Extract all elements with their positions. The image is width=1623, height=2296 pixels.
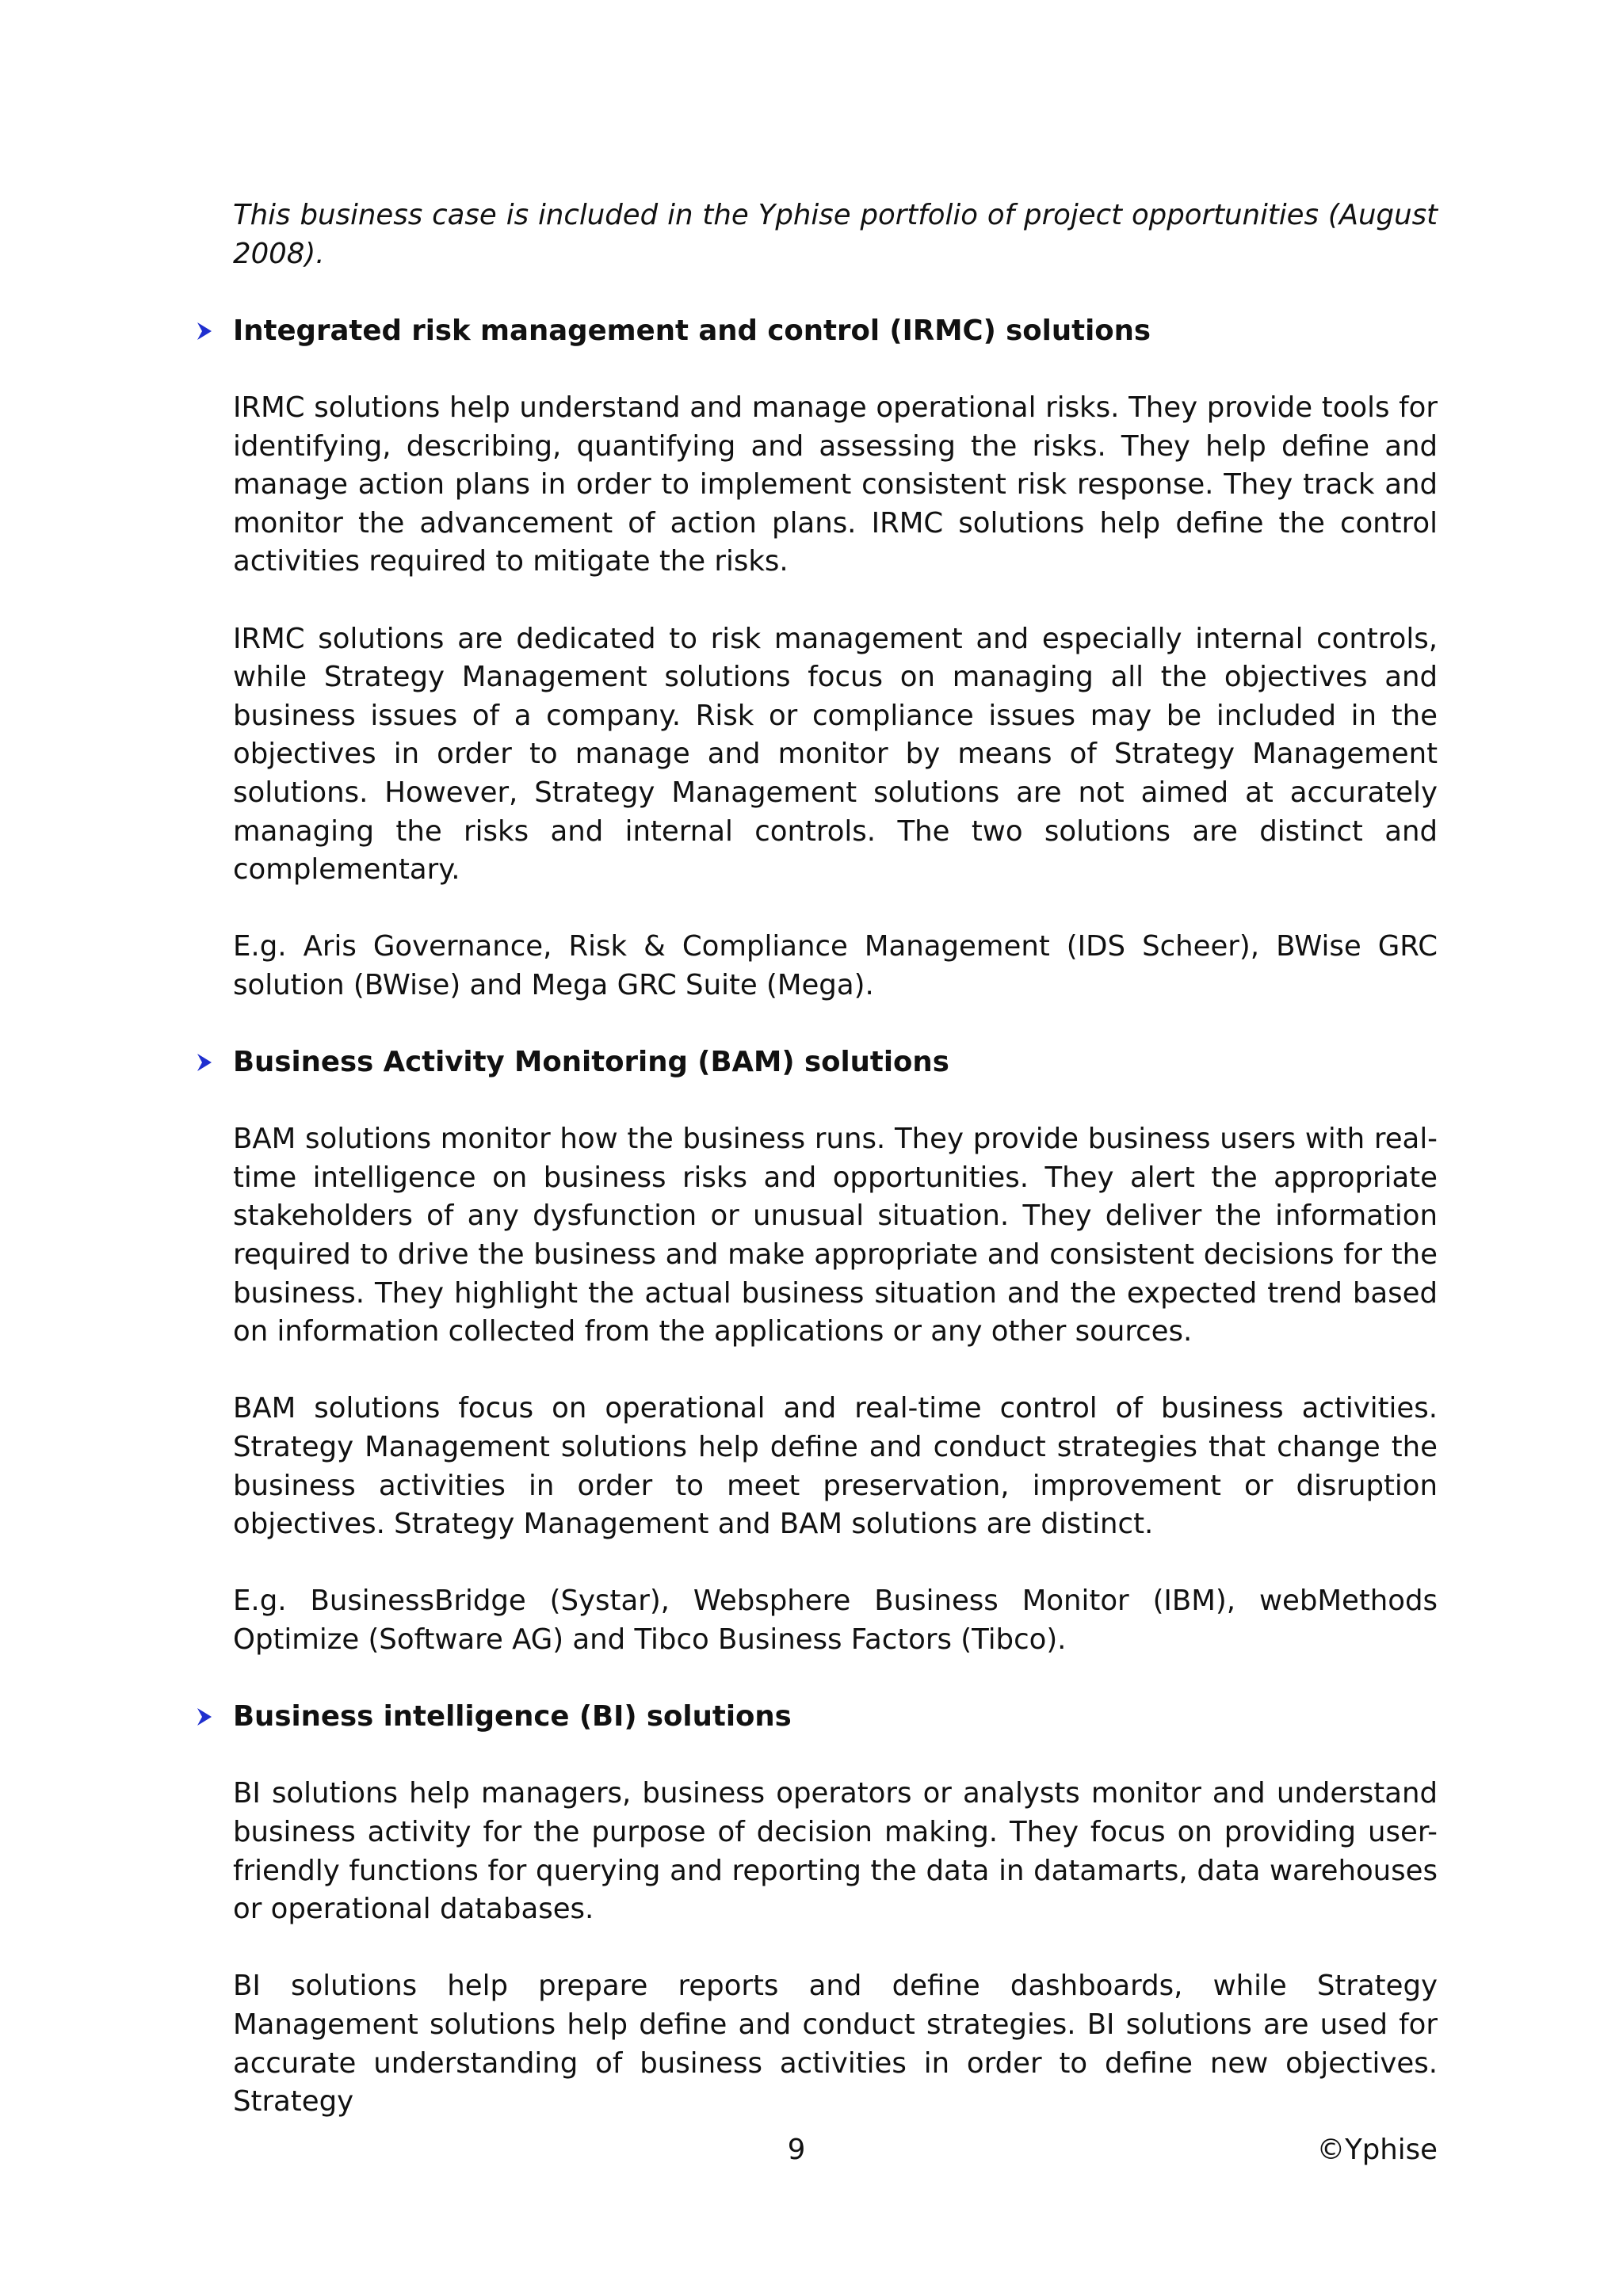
paragraph: IRMC solutions are dedicated to risk management and especially internal controls, while Strategy Management solutions focus on managing all the objectives and business issues of a company. Risk or compliance issues may be included in the objectives in order to manage and monitor by means of Strategy Management solutions. However, Strategy Management solutions are not aimed at accurately managing the risks and internal controls. The two solutions are distinct and complementary. [233, 622, 1438, 887]
section-heading-bi [233, 1698, 1438, 1737]
paragraph: BAM solutions focus on operational and real-time control of business activities. Strategy Management solutions help define and conduct strategies that change the business activities in order to meet preservation, improvement or disruption objectives. Strategy Management and BAM solutions are distinct. [233, 1392, 1438, 1541]
intro-note: This business case is included in the Yphise portfolio of project opportunities (August 2008). [233, 199, 1438, 270]
section-title: Business Activity Monitoring (BAM) solutions [233, 1046, 949, 1079]
arrow-bullet-icon [193, 1043, 216, 1082]
page-content [233, 196, 1438, 2122]
paragraph: E.g. Aris Governance, Risk & Compliance Management (IDS Scheer), BWise GRC solution (BWise) and Mega GRC Suite (Mega). [233, 930, 1438, 1001]
paragraph: E.g. BusinessBridge (Systar), Websphere Business Monitor (IBM), webMethods Optimize (Software AG) and Tibco Business Factors (Tibco). [233, 1585, 1438, 1656]
page-number: 9 [787, 2134, 806, 2166]
paragraph: BI solutions help prepare reports and define dashboards, while Strategy Management solutions help define and conduct strategies. BI solutions are used for accurate understanding of business activities in order to define new objectives. Strategy [233, 1970, 1438, 2119]
section-heading-irmc [233, 312, 1438, 351]
paragraph: BAM solutions monitor how the business runs. They provide business users with real-time intelligence on business risks and opportunities. They alert the appropriate stakeholders of any dysfunction or unusual situation. They deliver the information required to drive the business and make appropriate and consistent decisions for the business. They highlight the actual business situation and the expected trend based on information collected from the applications or any other sources. [233, 1123, 1438, 1348]
arrow-bullet-icon [193, 312, 216, 351]
paragraph: BI solutions help managers, business operators or analysts monitor and understand business activity for the purpose of decision making. They focus on providing user-friendly functions for querying and reporting the data in datamarts, data warehouses or operational databases. [233, 1777, 1438, 1926]
section-title: Business intelligence (BI) solutions [233, 1700, 792, 1733]
arrow-bullet-icon [193, 1698, 216, 1737]
section-heading-bam [233, 1043, 1438, 1082]
section-title: Integrated risk management and control (IRMC) solutions [233, 314, 1151, 347]
copyright-notice: ©Yphise [1316, 2134, 1438, 2166]
paragraph: IRMC solutions help understand and manage operational risks. They provide tools for identifying, describing, quantifying and assessing the risks. They help define and manage action plans in order to implement consistent risk response. They track and monitor the advancement of action plans. IRMC solutions help define the control activities required to mitigate the risks. [233, 391, 1438, 578]
